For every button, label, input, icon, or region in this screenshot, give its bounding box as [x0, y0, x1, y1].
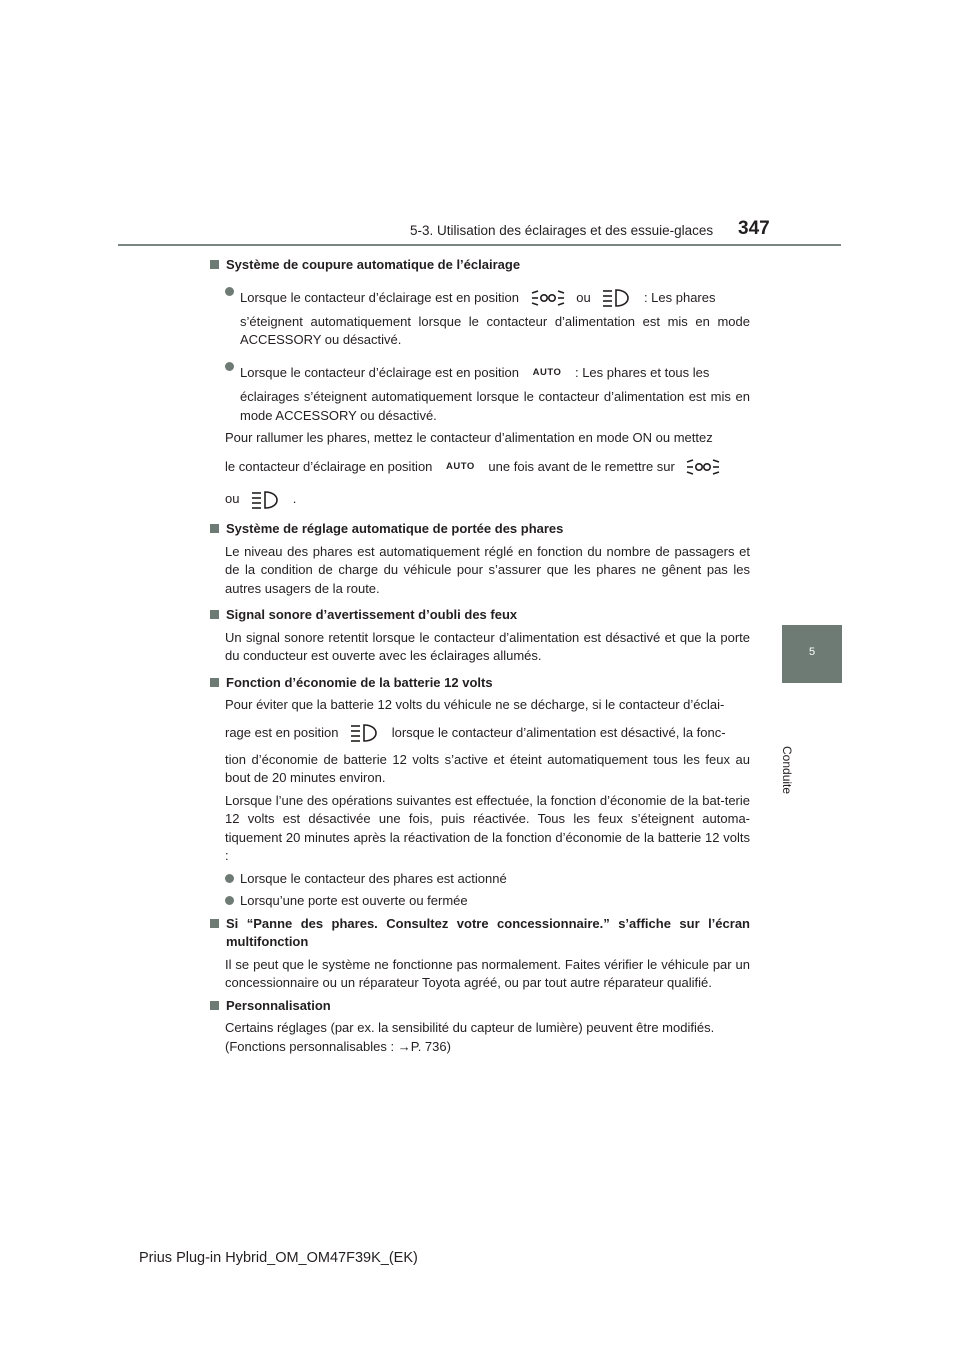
- bullet-item: Lorsqu’une porte est ouverte ou fermée: [210, 892, 750, 911]
- text: : Les phares et tous les: [574, 364, 710, 380]
- paragraph: s’éteignent automatiquement lorsque le contacteur d’alimentation est mis en mode ACCESSORY ou désactivé.: [240, 313, 750, 347]
- tail-lights-icon: [531, 288, 565, 308]
- bullet-item: [210, 283, 750, 313]
- header-section-title: 5-3. Utilisation des éclairages et des essuie-glaces: [410, 223, 714, 238]
- footer-doc-id: Prius Plug-in Hybrid_OM_OM47F39K_(EK): [139, 1250, 418, 1266]
- chapter-tab[interactable]: [782, 625, 842, 683]
- paragraph: Il se peut que le système ne fonctionne pas normalement. Faites vérifier le véhicule par un concessionnaire ou un réparateur Toyota agréé, ou par tout autre réparateur qualifié.: [225, 956, 750, 991]
- auto-icon: AUTO: [446, 461, 475, 473]
- section-heading: Personnalisation: [210, 997, 750, 1016]
- auto-icon: AUTO: [532, 367, 562, 379]
- section-heading: Système de coupure automatique de l’éclairage: [210, 256, 750, 275]
- tail-lights-icon: [686, 457, 720, 477]
- bullet-item: [210, 358, 750, 389]
- chapter-label-text: Conduite: [780, 746, 794, 795]
- paragraph: [210, 482, 750, 516]
- paragraph: Un signal sonore retentit lorsque le contacteur d’alimentation est désactivé et que la porte du conducteur est ouverte avec les éclairages allumés.: [225, 629, 750, 664]
- paragraph: Certains réglages (par ex. la sensibilité du capteur de lumière) peuvent être modifiés.: [225, 1020, 715, 1036]
- section-heading: Signal sonore d’avertissement d’oubli des feux: [210, 606, 750, 625]
- text: Lorsque le contacteur d’éclairage est en position: [240, 364, 519, 380]
- section-heading: Système de réglage automatique de portée des phares: [210, 520, 750, 539]
- text: rage est en position: [225, 724, 339, 740]
- paragraph: Lorsque l’une des opérations suivantes est effectuée, la fonction d’économie de la bat-terie 12 volts est désactivée une fois, puis réactivée. Tous les feux s’éteignent automa-tiquement 20 minutes après la réactivation de la fonction d’économie de la batterie 12 volts :: [225, 792, 750, 864]
- text: ou: [225, 491, 240, 507]
- bullet-item: Lorsque le contacteur des phares est actionné: [210, 870, 750, 889]
- section-heading: Si “Panne des phares. Consultez votre concessionnaire.” s’affiche sur l’écran multifonction: [210, 915, 750, 952]
- paragraph: Le niveau des phares est automatiquement réglé en fonction du nombre de passagers et de la condition de charge du véhicule pour s’assurer que les phares ne gênent pas les autres usagers de la route.: [225, 543, 750, 596]
- text: lorsque le contacteur d’alimentation est désactivé, la fonc-: [391, 724, 726, 740]
- cross-reference[interactable]: (Fonctions personnalisables : →P. 736): [225, 1038, 451, 1054]
- text: le contacteur d’éclairage en position: [225, 458, 433, 474]
- text: une fois avant de le remettre sur: [488, 458, 675, 474]
- paragraph: tion d’économie de batterie 12 volts s’active et éteint automatiquement tous les feux au bout de 20 minutes environ.: [225, 751, 750, 786]
- paragraph: [210, 452, 750, 483]
- page-content: [210, 256, 750, 1056]
- chapter-number: 5: [808, 646, 816, 658]
- headlights-icon: [251, 490, 281, 510]
- headlights-icon: [350, 723, 380, 743]
- text: ou: [576, 289, 591, 305]
- page-number: 347: [738, 218, 770, 239]
- paragraph: éclairages s’éteignent automatiquement lorsque le contacteur d’alimentation est mis en mode ACCESSORY ou désactivé.: [240, 389, 750, 423]
- headlights-icon: [602, 288, 632, 308]
- paragraph: [210, 715, 750, 751]
- header-rule: [118, 244, 841, 246]
- text: .: [292, 491, 297, 507]
- paragraph: Pour éviter que la batterie 12 volts du véhicule ne se décharge, si le contacteur d’éclai-: [225, 697, 725, 713]
- section-heading: Fonction d’économie de la batterie 12 volts: [210, 674, 750, 693]
- paragraph: Pour rallumer les phares, mettez le contacteur d’alimentation en mode ON ou mettez: [225, 430, 713, 446]
- text: Lorsque le contacteur d’éclairage est en position: [240, 289, 519, 305]
- text: : Les phares: [643, 289, 716, 305]
- chapter-label: [780, 690, 808, 795]
